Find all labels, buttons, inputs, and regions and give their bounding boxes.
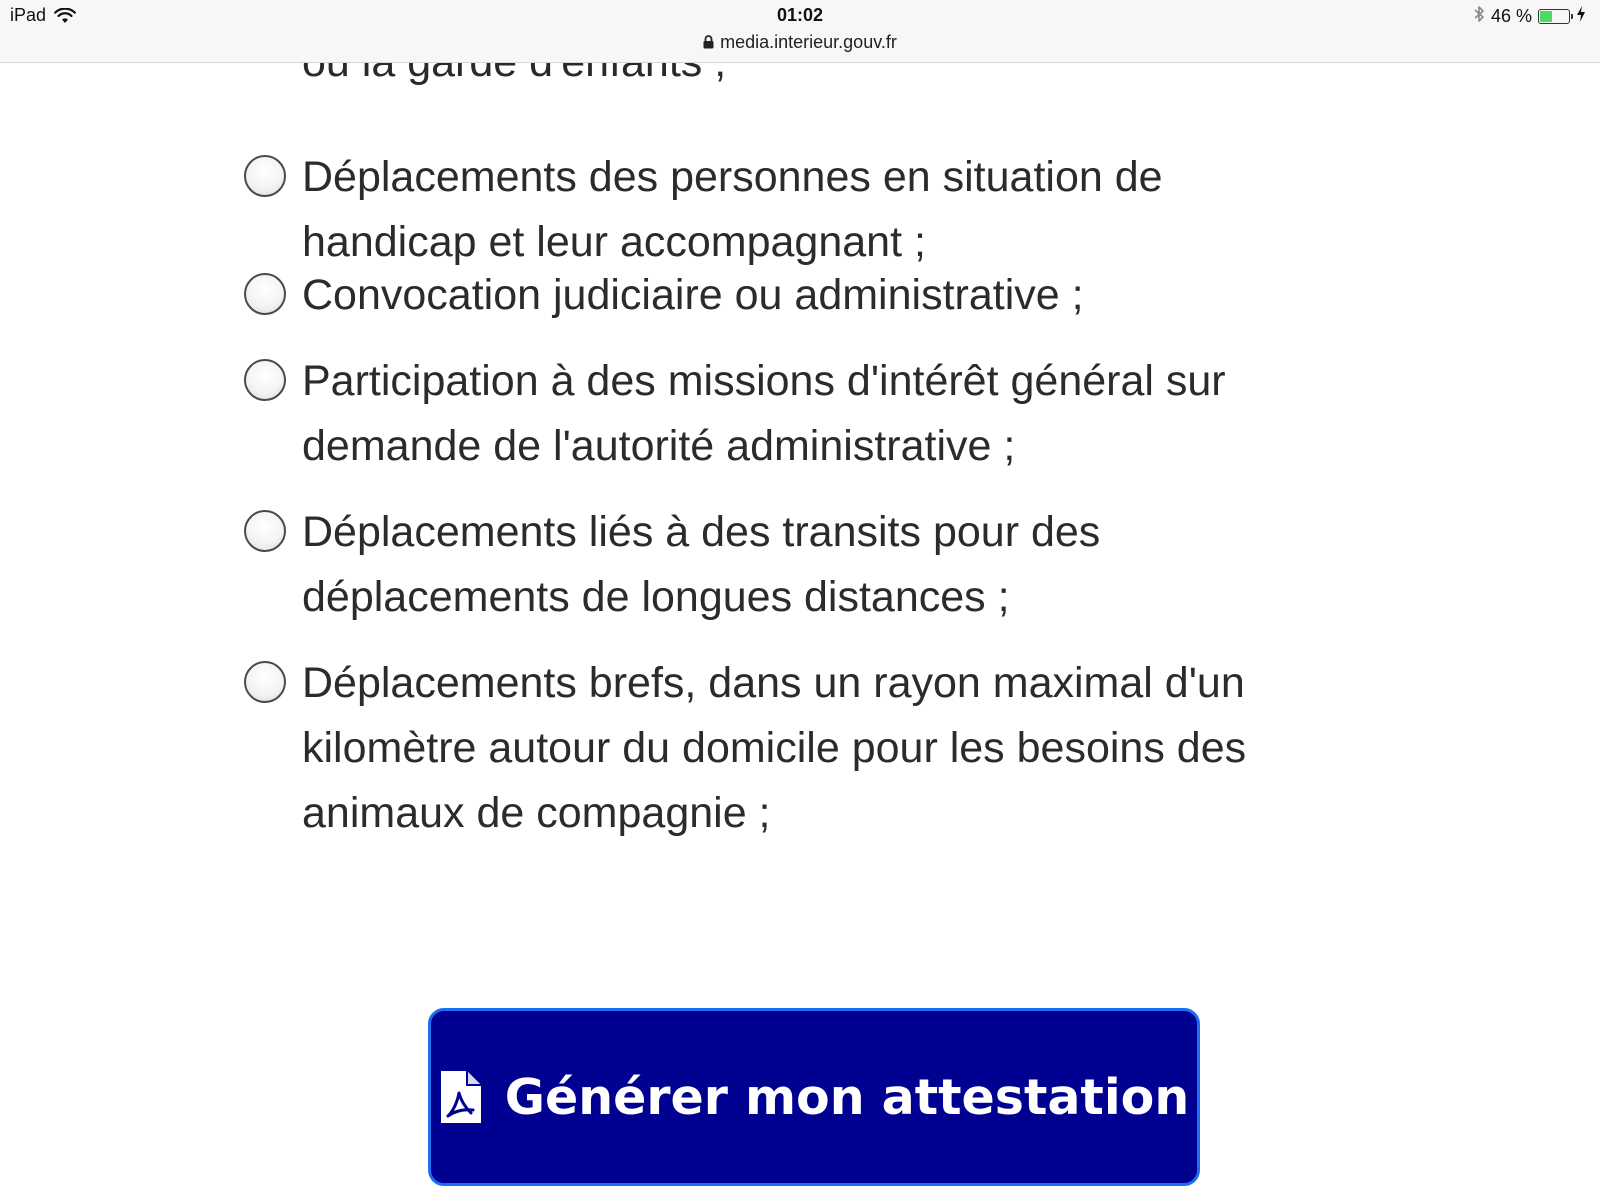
- pdf-file-icon: [439, 1069, 483, 1125]
- option-label: Déplacements des personnes en situation de handicap et leur accompagnant ;: [302, 153, 1163, 266]
- url-text: media.interieur.gouv.fr: [720, 32, 897, 52]
- option-label: Déplacements liés à des transits pour des déplacements de longues distances ;: [302, 508, 1101, 621]
- address-bar[interactable]: [0, 32, 1600, 54]
- option-label: Participation à des missions d'intérêt général sur demande de l'autorité administrative ;: [302, 357, 1226, 470]
- lock-icon: [703, 33, 714, 54]
- device-name: iPad: [10, 5, 47, 25]
- radio-button[interactable]: [244, 359, 286, 401]
- radio-button[interactable]: [244, 155, 286, 197]
- battery-level-fill: [1540, 11, 1552, 22]
- bluetooth-icon: [1473, 5, 1485, 28]
- option-label: Convocation judiciaire ou administrative ;: [302, 271, 1084, 319]
- radio-button[interactable]: [244, 661, 286, 703]
- battery-percentage: 46 %: [1490, 6, 1532, 26]
- generate-attestation-button[interactable]: [428, 1008, 1200, 1186]
- status-bar: [0, 0, 1600, 63]
- charging-icon: [1576, 6, 1586, 27]
- radio-button[interactable]: [244, 510, 286, 552]
- battery-icon: [1538, 9, 1570, 24]
- status-indicators: [1473, 5, 1586, 28]
- generate-button-label: Générer mon attestation: [504, 1068, 1190, 1126]
- radio-button[interactable]: [244, 273, 286, 315]
- option-label: Déplacements brefs, dans un rayon maximal d'un kilomètre autour du domicile pour les besoins des animaux de compagnie ;: [302, 659, 1247, 837]
- clock: 01:02: [776, 5, 824, 25]
